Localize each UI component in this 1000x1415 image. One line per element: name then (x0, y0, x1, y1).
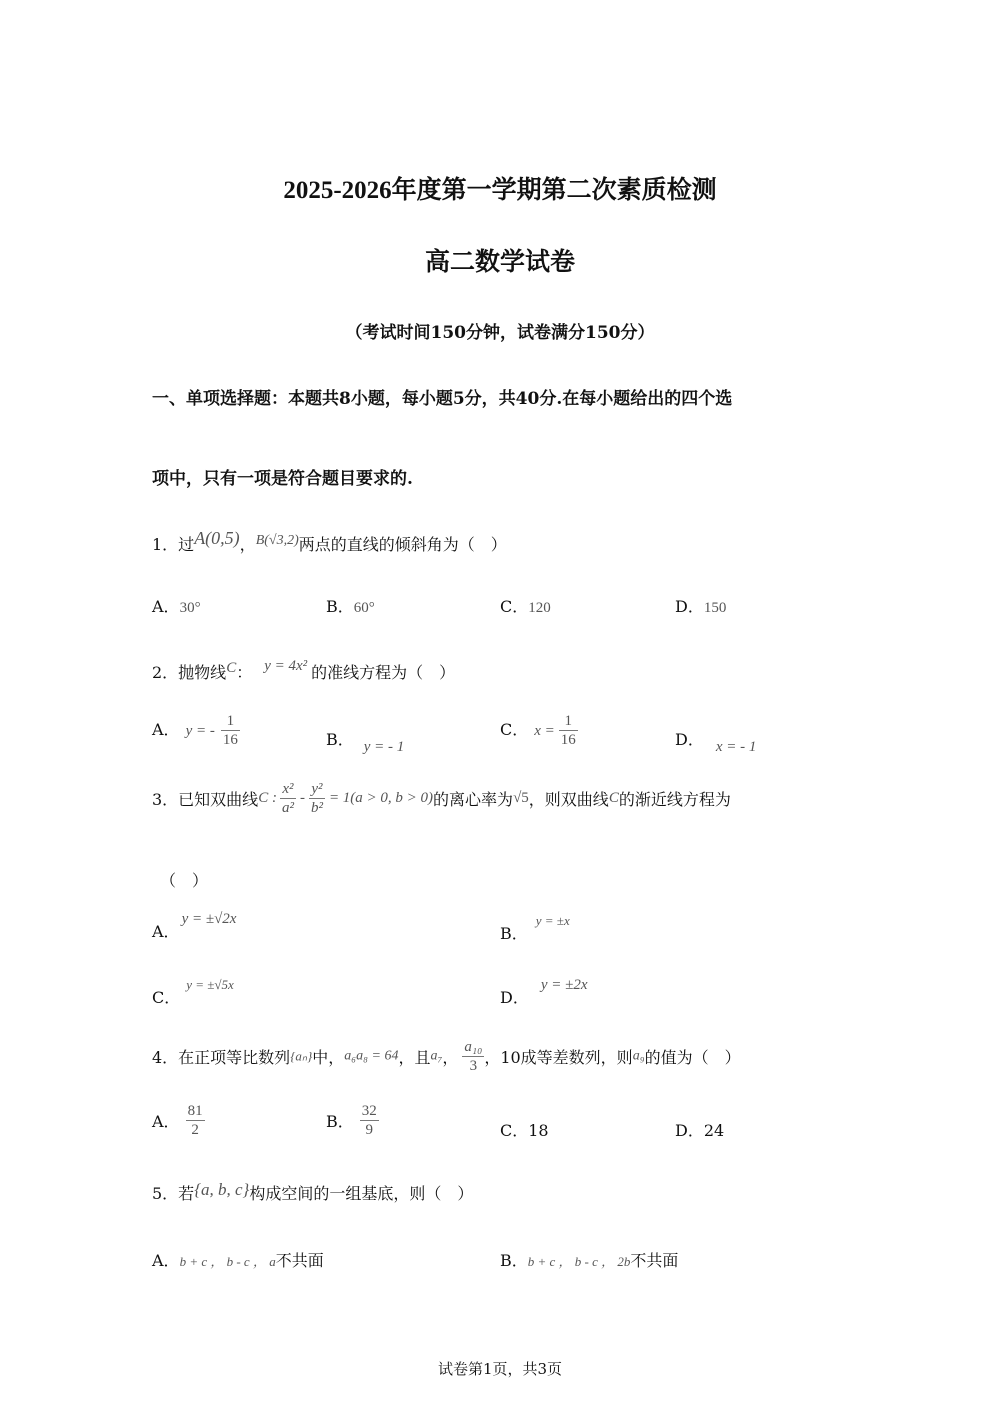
equation-rest: = 1(a > 0, b > 0) (328, 790, 434, 806)
option-label: C． (152, 988, 181, 1007)
option-c[interactable] (500, 1118, 549, 1141)
question-3 (152, 780, 731, 817)
numerator: 81 (187, 1103, 203, 1119)
option-value: 150 (703, 600, 727, 616)
option-label: D． (675, 597, 704, 616)
numerator: a₁₀ (464, 1039, 483, 1055)
option-label: C． (500, 1121, 529, 1140)
question-number: 5．若 (152, 1184, 195, 1203)
option-d[interactable] (675, 594, 726, 617)
fraction-x (280, 780, 296, 817)
exam-title: 2025-2026年度第一学期第二次素质检测 (283, 177, 717, 204)
fraction (186, 1102, 205, 1139)
question-text-2: ，则双曲线 (528, 790, 609, 809)
option-value: 120 (528, 600, 551, 616)
option-label: A． (152, 1251, 180, 1270)
vector-basis: {a, b, c} (194, 1180, 250, 1199)
question-1 (152, 528, 507, 555)
option-label: B． (326, 730, 354, 749)
option-label: D． (500, 988, 529, 1007)
option-label: B． (326, 1112, 354, 1131)
option-a[interactable] (152, 1248, 324, 1271)
denominator: b² (310, 800, 323, 816)
denominator: 9 (365, 1122, 374, 1138)
option-text: 不共面 (630, 1251, 679, 1270)
option-b[interactable] (500, 910, 570, 944)
fraction (360, 1102, 379, 1139)
exam-info: （考试时间150分钟，试卷满分150分） (345, 323, 655, 343)
option-value: b + c ， b - c ， a (179, 1254, 276, 1269)
option-label: B． (500, 1251, 528, 1270)
option-b[interactable] (500, 1248, 678, 1271)
question-text: 中， (312, 1048, 345, 1067)
option-a[interactable] (152, 712, 240, 749)
separator: ， (239, 535, 256, 554)
numerator: x² (280, 780, 296, 799)
option-a[interactable] (152, 1102, 205, 1139)
fraction (462, 1038, 484, 1075)
curve-name: C (226, 660, 237, 676)
option-value: y = ±√5x (186, 977, 234, 992)
option-c[interactable] (500, 712, 578, 749)
denominator: a² (281, 800, 294, 816)
option-value: 24 (703, 1121, 725, 1140)
fraction (559, 712, 578, 749)
question-text: 两点的直线的倾斜角为（ ） (298, 535, 507, 554)
fraction (221, 712, 240, 749)
question-5 (152, 1180, 473, 1204)
option-d[interactable] (675, 1118, 724, 1141)
question-text-2: ，且 (398, 1048, 431, 1067)
option-value: y = ±x (535, 913, 570, 928)
question-2 (152, 658, 455, 683)
hyperbola-prefix: C : (258, 790, 277, 806)
option-label: A． (152, 922, 180, 941)
option-label: A． (152, 720, 180, 739)
option-label: D． (675, 1121, 704, 1140)
denominator: 16 (560, 732, 576, 748)
question-number: 4．在正项等比数列 (152, 1048, 291, 1067)
term-a9: a₉ (632, 1048, 645, 1064)
option-d[interactable] (500, 974, 588, 1008)
numerator: 32 (361, 1103, 377, 1119)
option-value: x = - 1 (715, 739, 757, 755)
colon: ： (236, 663, 253, 682)
page-footer: 试卷第1页，共3页 (437, 1360, 563, 1378)
section-heading-line1: 一、单项选择题：本题共8小题，每小题5分，共40分.在每小题给出的四个选 (152, 389, 733, 409)
option-a[interactable] (152, 594, 201, 617)
numerator: 1 (559, 712, 578, 731)
option-b[interactable] (326, 727, 404, 756)
option-value: b + c ， b - c ， 2b (527, 1254, 631, 1269)
comma: ， (442, 1048, 459, 1067)
question-text-3: ，10成等差数列，则 (484, 1048, 633, 1067)
option-label: A． (152, 1112, 180, 1131)
option-value: 30° (179, 600, 201, 616)
sequence: {aₙ} (290, 1048, 313, 1064)
curve-name: C (608, 790, 619, 806)
option-b[interactable] (326, 594, 375, 617)
exam-subtitle: 高二数学试卷 (424, 249, 575, 276)
option-lhs: y = - (185, 723, 215, 739)
option-value: 60° (353, 600, 375, 616)
numerator: 1 (221, 712, 240, 731)
parabola-equation: y = 4x² (264, 658, 308, 674)
option-value: y = ±√2x (181, 911, 237, 927)
option-label: A． (152, 597, 180, 616)
option-c[interactable] (500, 594, 551, 617)
option-value: 18 (528, 1121, 549, 1140)
question-text: 的离心率为 (433, 790, 514, 809)
option-a[interactable] (152, 908, 236, 942)
option-label: C． (500, 597, 529, 616)
question-text-3: 的渐近线方程为 (618, 790, 731, 809)
question-text: 的准线方程为（ ） (311, 663, 456, 682)
option-b[interactable] (326, 1102, 379, 1139)
option-label: B． (326, 597, 354, 616)
question-number: 1．过 (152, 535, 195, 554)
option-label: D． (675, 730, 704, 749)
denominator: 2 (191, 1122, 199, 1138)
fraction-y (309, 780, 325, 817)
option-d[interactable] (675, 727, 756, 756)
question-number: 2．抛物线 (152, 663, 227, 682)
option-value: y = - 1 (363, 739, 405, 755)
option-value: y = ±2x (540, 977, 588, 993)
question-text-4: 的值为（ ） (644, 1048, 741, 1067)
answer-paren: （ ） (160, 871, 209, 890)
minus-sign: - (299, 790, 305, 806)
option-c[interactable] (152, 974, 234, 1008)
denominator: 16 (222, 732, 238, 748)
condition: a₆a₈ = 64 (344, 1048, 399, 1064)
denominator: 3 (469, 1058, 478, 1074)
option-lhs: x = (534, 723, 555, 739)
eccentricity: √5 (513, 790, 529, 806)
question-number: 3．已知双曲线 (152, 790, 259, 809)
numerator: y² (309, 780, 325, 799)
section-heading-line2: 项中，只有一项是符合题目要求的. (152, 469, 413, 489)
option-label: B． (500, 924, 528, 943)
option-text: 不共面 (275, 1251, 324, 1270)
option-label: C． (500, 720, 529, 739)
question-4 (152, 1038, 741, 1075)
question-text: 构成空间的一组基底，则（ ） (249, 1184, 474, 1203)
point-a: A(0,5) (194, 528, 240, 548)
point-b: B(√3,2) (255, 533, 299, 548)
term-a7: a₇ (430, 1048, 443, 1064)
